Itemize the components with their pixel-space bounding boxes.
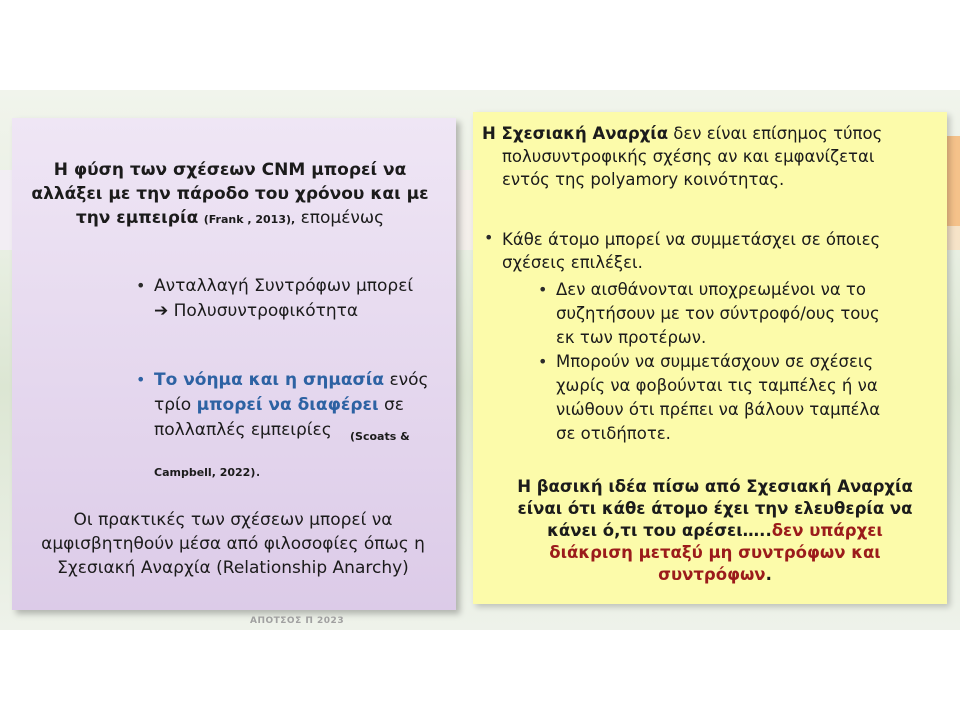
- sub-bullet-dot: •: [538, 280, 548, 299]
- right-conclusion-line-5a: συντρόφων: [658, 565, 766, 584]
- slide-footer: ΑΠΟΤΣΟΣ Π 2023: [250, 616, 345, 626]
- right-sub-bullet-1: [556, 278, 942, 350]
- bullet-dot: •: [136, 276, 146, 295]
- left-bullet-2-reference: [154, 418, 444, 490]
- left-bullet-2-end: .: [255, 461, 261, 481]
- right-p1-line-3: εντός της polyamory κοινότητας.: [502, 170, 785, 189]
- right-bullet-1-line-2: σχέσεις επιλέξει.: [502, 253, 643, 272]
- right-conclusion-line-2: είναι ότι κάθε άτομο έχει την ελευθερία να: [517, 499, 913, 518]
- right-conclusion-line-4: διάκριση μεταξύ μη συντρόφων και: [549, 543, 881, 562]
- left-bullet-2-ref: (Scoats & Campbell, 2022): [154, 430, 410, 479]
- left-intro-reference: (Frank , 2013),: [203, 213, 296, 226]
- right-conclusion-line-1: Η βασική ιδέα πίσω από Σχεσιακή Αναρχία: [517, 477, 913, 496]
- right-sub-bullet-2-line-2: χωρίς να φοβούνται τις ταμπέλες ή να: [556, 376, 878, 395]
- left-intro-tail: επομένως: [295, 208, 385, 228]
- left-bullet-1-line-1: Ανταλλαγή Συντρόφων μπορεί: [154, 276, 414, 296]
- right-conclusion-line-3c: δεν υπάρχει: [771, 521, 883, 540]
- right-conclusion-line-3a: κάνει ό,τι του αρέσει: [547, 521, 743, 540]
- left-intro-bold: Η φύση των σχέσεων CNM μπορεί να αλλάξει με την πάροδο του χρόνου και με την εμπειρία: [31, 160, 429, 228]
- right-p1-bold: Η Σχεσιακή Αναρχία: [482, 124, 669, 143]
- orange-edge-tab: [946, 136, 960, 226]
- right-bullet-1: [502, 228, 942, 274]
- right-p1-line-1: δεν είναι επίσημος τύπος: [668, 124, 883, 143]
- bullet-dot: •: [136, 370, 146, 389]
- right-conclusion: [484, 476, 946, 586]
- left-intro-paragraph: [30, 158, 430, 232]
- left-bullet-2-text-3: σε: [378, 395, 404, 415]
- right-conclusion-line-5b: .: [765, 565, 772, 584]
- left-bullet-1: [154, 274, 454, 324]
- left-closing-paragraph: Οι πρακτικές των σχέσεων μπορεί να αμφισβητηθούν μέσα από φιλοσοφίες όπως η Σχεσιακή Αναρχία (Relationship Anarchy): [41, 510, 425, 578]
- left-bullet-2-text-2: τρίο: [154, 395, 197, 415]
- right-sub-bullet-1-line-2: συζητήσουν με τον σύντροφό/ους τους: [556, 304, 880, 323]
- left-bullet-2-highlight-2: μπορεί να διαφέρει: [196, 395, 379, 415]
- right-sub-bullet-2: [556, 350, 942, 446]
- left-bullet-2-text-1: ενός: [384, 370, 429, 390]
- right-conclusion-ellipsis: …..: [742, 521, 772, 540]
- left-bullet-2-highlight-1: Το νόημα και η σημασία: [154, 370, 385, 390]
- right-paragraph-1: [482, 122, 942, 191]
- sub-bullet-dot: •: [538, 352, 548, 371]
- bullet-dot: •: [484, 228, 494, 247]
- right-sub-bullet-1-line-3: εκ των προτέρων.: [556, 328, 707, 347]
- right-bullet-1-line-1: Κάθε άτομο μπορεί να συμμετάσχει σε όποιες: [502, 230, 881, 249]
- left-bullet-1-line-2: ➔ Πολυσυντροφικότητα: [154, 301, 359, 321]
- right-sub-bullet-2-line-1: Μπορούν να συμμετάσχουν σε σχέσεις: [556, 352, 874, 371]
- right-p1-line-2: πολυσυντροφικής σχέσης αν και εμφανίζεται: [502, 147, 875, 166]
- right-sub-bullet-2-line-4: σε οτιδήποτε.: [556, 424, 671, 443]
- left-bullet-2-text-4: πολλαπλές εμπειρίες: [154, 420, 332, 440]
- right-sub-bullet-1-line-1: Δεν αισθάνονται υποχρεωμένοι να το: [556, 280, 866, 299]
- right-sub-bullet-2-line-3: νιώθουν ότι πρέπει να βάλουν ταμπέλα: [556, 400, 881, 419]
